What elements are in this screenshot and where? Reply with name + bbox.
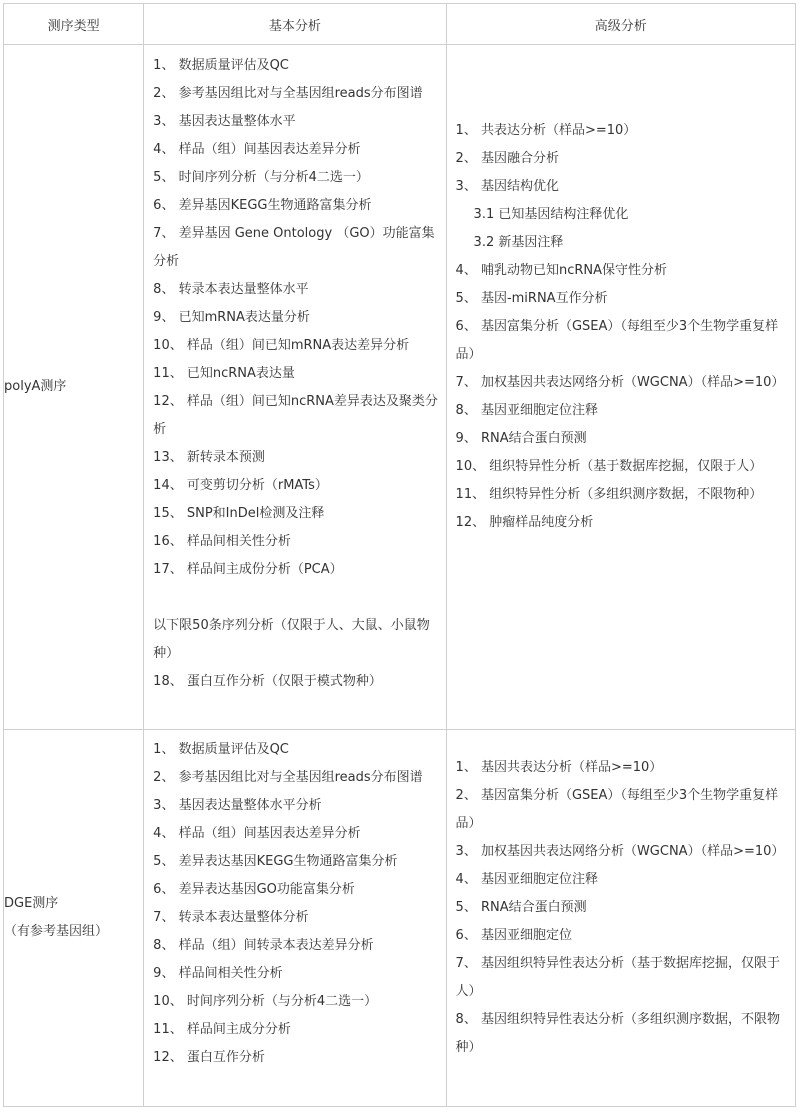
list-item: 12、 蛋白互作分析 bbox=[153, 1050, 265, 1065]
list-item: 8、 转录本表达量整体水平 bbox=[153, 282, 309, 297]
list-item: 17、 样品间主成份分析（PCA） bbox=[153, 562, 343, 577]
list-item: 11、 组织特异性分析（多组织测序数据，不限物种） bbox=[455, 487, 763, 502]
sequencing-type-label: polyA测序 bbox=[4, 379, 67, 394]
list-item: 3、 加权基因共表达网络分析（WGCNA）（样品>=10） bbox=[455, 844, 785, 859]
basic-analysis-cell bbox=[144, 730, 446, 1107]
list-item: 6、 差异表达基因GO功能富集分析 bbox=[153, 882, 355, 897]
list-item: 5、 时间序列分析（与分析4二选一） bbox=[153, 170, 369, 185]
list-item: 1、 基因共表达分析（样品>=10） bbox=[455, 760, 663, 775]
list-item: 2、 参考基因组比对与全基因组reads分布图谱 bbox=[153, 86, 423, 101]
list-item: 3、 基因表达量整体水平分析 bbox=[153, 798, 322, 813]
list-item: 8、 基因亚细胞定位注释 bbox=[455, 403, 598, 418]
header-advanced-analysis: 高级分析 bbox=[446, 4, 795, 45]
list-item: 4、 哺乳动物已知ncRNA保守性分析 bbox=[455, 263, 667, 278]
sequencing-type-cell bbox=[4, 45, 144, 730]
list-item: 1、 共表达分析（样品>=10） bbox=[455, 123, 637, 138]
list-item: 9、 样品间相关性分析 bbox=[153, 966, 283, 981]
header-row bbox=[4, 4, 796, 45]
list-item: 4、 基因亚细胞定位注释 bbox=[455, 872, 598, 887]
sequencing-type-label: DGE测序 bbox=[4, 896, 59, 911]
list-item: 6、 差异基因KEGG生物通路富集分析 bbox=[153, 198, 372, 213]
list-item: 7、 差异基因 Gene Ontology （GO）功能富集分析 bbox=[153, 226, 435, 269]
basic-analysis-cell bbox=[144, 45, 446, 730]
list-item: 2、 基因富集分析（GSEA）（每组至少3个生物学重复样品） bbox=[455, 788, 779, 831]
sequencing-analysis-table bbox=[3, 3, 796, 1107]
advanced-analysis-cell bbox=[446, 730, 795, 1107]
list-item: 1、 数据质量评估及QC bbox=[153, 742, 289, 757]
list-item: 7、 基因组织特异性表达分析（基于数据库挖掘，仅限于人） bbox=[455, 956, 780, 999]
table-row-dge bbox=[4, 730, 796, 1107]
sequencing-type-cell bbox=[4, 730, 144, 1107]
list-subitem: 3.2 新基因注释 bbox=[473, 235, 564, 250]
advanced-analysis-cell bbox=[446, 45, 795, 730]
table-row-polya bbox=[4, 45, 796, 730]
header-basic-analysis: 基本分析 bbox=[144, 4, 446, 45]
list-item: 1、 数据质量评估及QC bbox=[153, 58, 289, 73]
list-item: 9、 已知mRNA表达量分析 bbox=[153, 310, 310, 325]
list-item: 4、 样品（组）间基因表达差异分析 bbox=[153, 826, 361, 841]
list-item: 10、 样品（组）间已知mRNA表达差异分析 bbox=[153, 338, 410, 353]
sequencing-type-sublabel: （有参考基因组） bbox=[4, 924, 109, 939]
list-item: 8、 样品（组）间转录本表达差异分析 bbox=[153, 938, 374, 953]
list-item: 10、 时间序列分析（与分析4二选一） bbox=[153, 994, 378, 1009]
list-item: 13、 新转录本预测 bbox=[153, 450, 265, 465]
list-item: 9、 RNA结合蛋白预测 bbox=[455, 431, 587, 446]
list-item: 11、 已知ncRNA表达量 bbox=[153, 366, 295, 381]
list-item: 2、 参考基因组比对与全基因组reads分布图谱 bbox=[153, 770, 423, 785]
list-item: 16、 样品间相关性分析 bbox=[153, 534, 291, 549]
list-item: 6、 基因富集分析（GSEA）（每组至少3个生物学重复样品） bbox=[455, 319, 779, 362]
list-item: 18、 蛋白互作分析（仅限于模式物种） bbox=[153, 674, 382, 689]
header-sequencing-type: 测序类型 bbox=[4, 4, 144, 45]
list-item: 11、 样品间主成分分析 bbox=[153, 1022, 291, 1037]
list-item: 15、 SNP和InDel检测及注释 bbox=[153, 506, 325, 521]
list-item: 5、 基因-miRNA互作分析 bbox=[455, 291, 608, 306]
list-item: 8、 基因组织特异性表达分析（多组织测序数据，不限物种） bbox=[455, 1012, 780, 1055]
list-item: 4、 样品（组）间基因表达差异分析 bbox=[153, 142, 361, 157]
list-item: 7、 转录本表达量整体分析 bbox=[153, 910, 309, 925]
list-subitem: 3.1 已知基因结构注释优化 bbox=[473, 207, 629, 222]
list-item: 3、 基因表达量整体水平 bbox=[153, 114, 296, 129]
spacer bbox=[153, 584, 439, 612]
list-item: 12、 肿瘤样品纯度分析 bbox=[455, 515, 594, 530]
list-note: 以下限50条序列分析（仅限于人、大鼠、小鼠物种） bbox=[153, 618, 430, 661]
list-item: 14、 可变剪切分析（rMATs） bbox=[153, 478, 328, 493]
list-item: 2、 基因融合分析 bbox=[455, 151, 559, 166]
list-item: 10、 组织特异性分析（基于数据库挖掘，仅限于人） bbox=[455, 459, 763, 474]
list-item: 5、 RNA结合蛋白预测 bbox=[455, 900, 587, 915]
list-item: 5、 差异表达基因KEGG生物通路富集分析 bbox=[153, 854, 398, 869]
list-item: 12、 样品（组）间已知ncRNA差异表达及聚类分析 bbox=[153, 394, 438, 437]
list-item: 3、 基因结构优化 bbox=[455, 179, 559, 194]
list-item: 7、 加权基因共表达网络分析（WGCNA）（样品>=10） bbox=[455, 375, 785, 390]
list-item: 6、 基因亚细胞定位 bbox=[455, 928, 572, 943]
